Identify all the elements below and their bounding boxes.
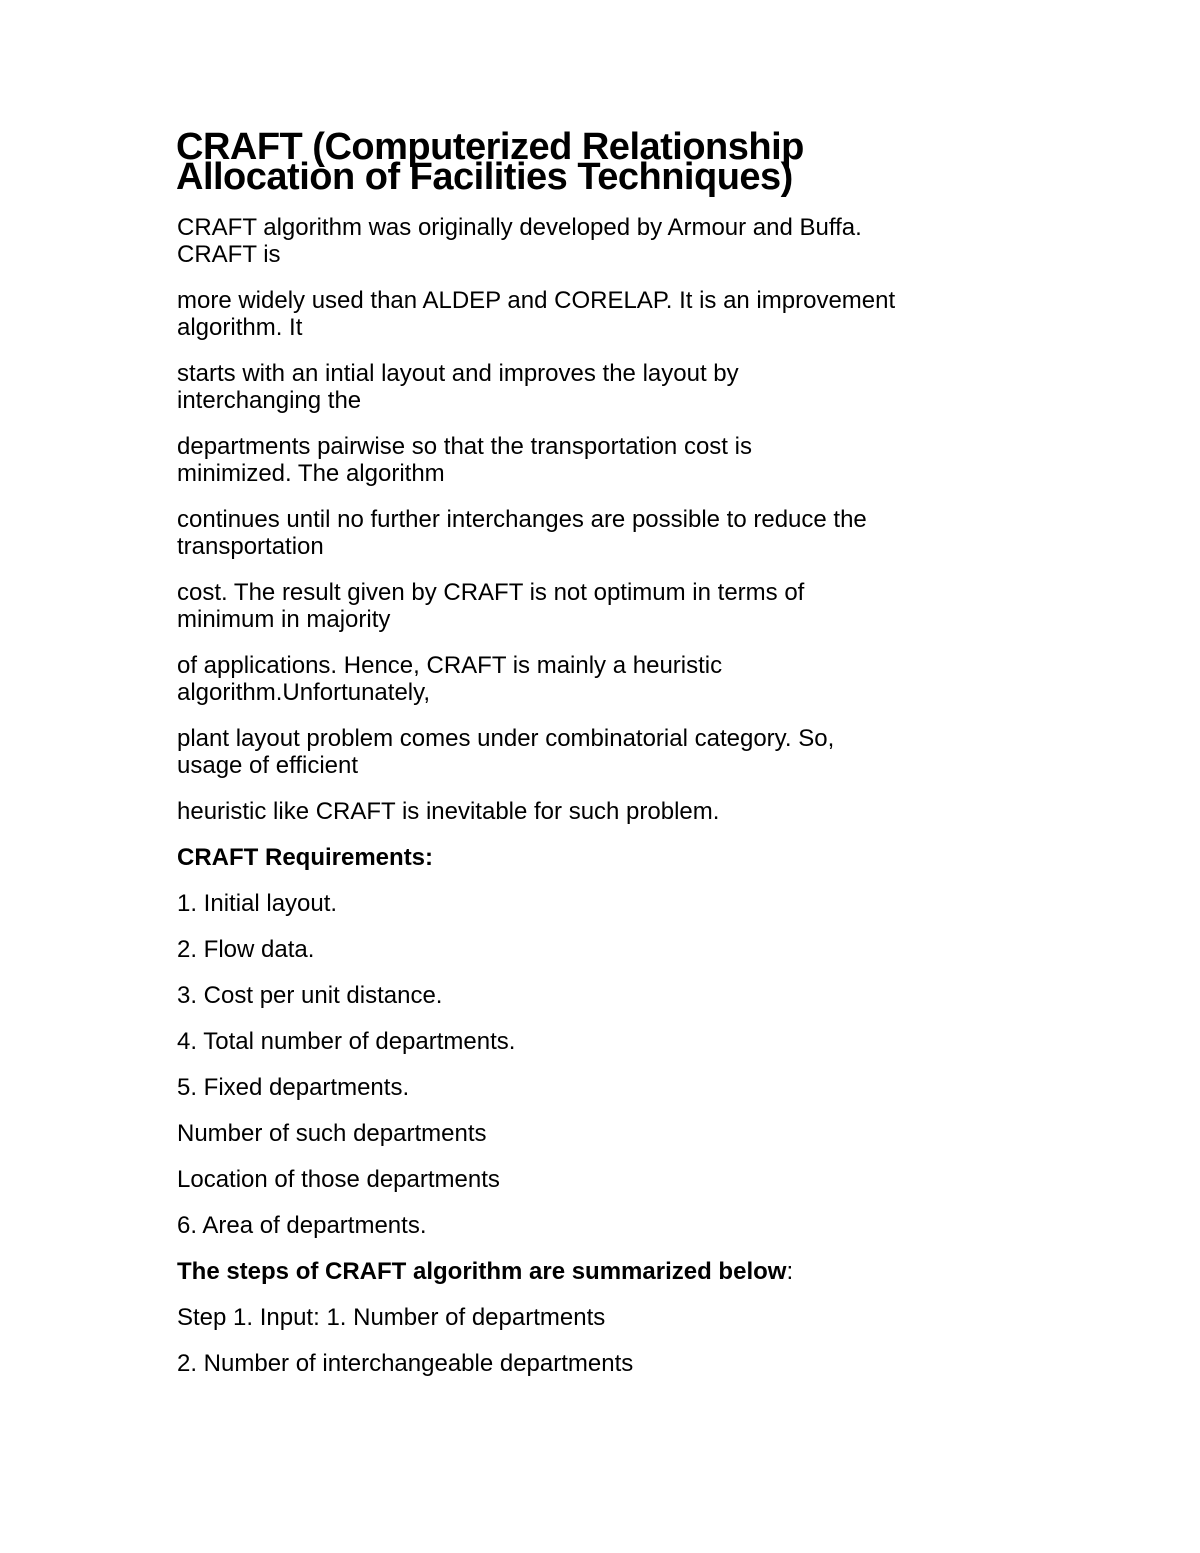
steps-heading <box>177 1258 1057 1285</box>
steps-heading-colon: : <box>786 1258 794 1285</box>
paragraph-line: usage of efficient <box>177 752 359 779</box>
paragraph <box>177 433 1057 487</box>
title-line-2: Allocation of Facilities Techniques) <box>176 156 793 198</box>
document-body <box>177 214 1057 1396</box>
paragraph-line: minimized. The algorithm <box>177 460 445 487</box>
requirement-item: 1. Initial layout. <box>177 890 338 917</box>
paragraph-line: transportation <box>177 533 324 560</box>
paragraph-line: starts with an intial layout and improves the layout by <box>177 360 739 387</box>
paragraph <box>177 506 1057 560</box>
paragraph-line: plant layout problem comes under combinatorial category. So, <box>177 725 835 752</box>
requirement-item: 3. Cost per unit distance. <box>177 982 443 1009</box>
steps-heading-text: The steps of CRAFT algorithm are summarized below <box>177 1258 787 1285</box>
paragraph-line: of applications. Hence, CRAFT is mainly a heuristic <box>177 652 723 679</box>
step-item: Step 1. Input: 1. Number of departments <box>177 1304 606 1331</box>
paragraph-line: cost. The result given by CRAFT is not optimum in terms of <box>177 579 805 606</box>
paragraph <box>177 287 1057 341</box>
requirement-item: 2. Flow data. <box>177 936 315 963</box>
title-line-1: CRAFT (Computerized Relationship <box>176 126 804 168</box>
paragraph-line: CRAFT algorithm was originally developed by Armour and Buffa. <box>177 214 862 241</box>
paragraph-line: minimum in majority <box>177 606 391 633</box>
paragraph <box>177 360 1057 414</box>
requirement-item: 6. Area of departments. <box>177 1212 427 1239</box>
requirement-item: 5. Fixed departments. <box>177 1074 410 1101</box>
paragraph-line: algorithm. It <box>177 314 303 341</box>
paragraph-line: more widely used than ALDEP and CORELAP. It is an improvement <box>177 287 896 314</box>
requirement-item: Location of those departments <box>177 1166 500 1193</box>
closing-sentence: heuristic like CRAFT is inevitable for such problem. <box>177 798 720 825</box>
paragraph-line: interchanging the <box>177 387 362 414</box>
requirement-item: Number of such departments <box>177 1120 487 1147</box>
requirements-heading: CRAFT Requirements: <box>177 844 434 871</box>
paragraph <box>177 579 1057 633</box>
paragraph-line: CRAFT is <box>177 241 281 268</box>
paragraph-line: continues until no further interchanges are possible to reduce the <box>177 506 867 533</box>
paragraph-line: departments pairwise so that the transportation cost is <box>177 433 752 460</box>
paragraph <box>177 214 1057 268</box>
paragraph <box>177 725 1057 779</box>
paragraph-line: algorithm.Unfortunately, <box>177 679 431 706</box>
requirement-item: 4. Total number of departments. <box>177 1028 516 1055</box>
step-item: 2. Number of interchangeable departments <box>177 1350 634 1377</box>
document-title <box>176 126 1036 198</box>
paragraph <box>177 652 1057 706</box>
